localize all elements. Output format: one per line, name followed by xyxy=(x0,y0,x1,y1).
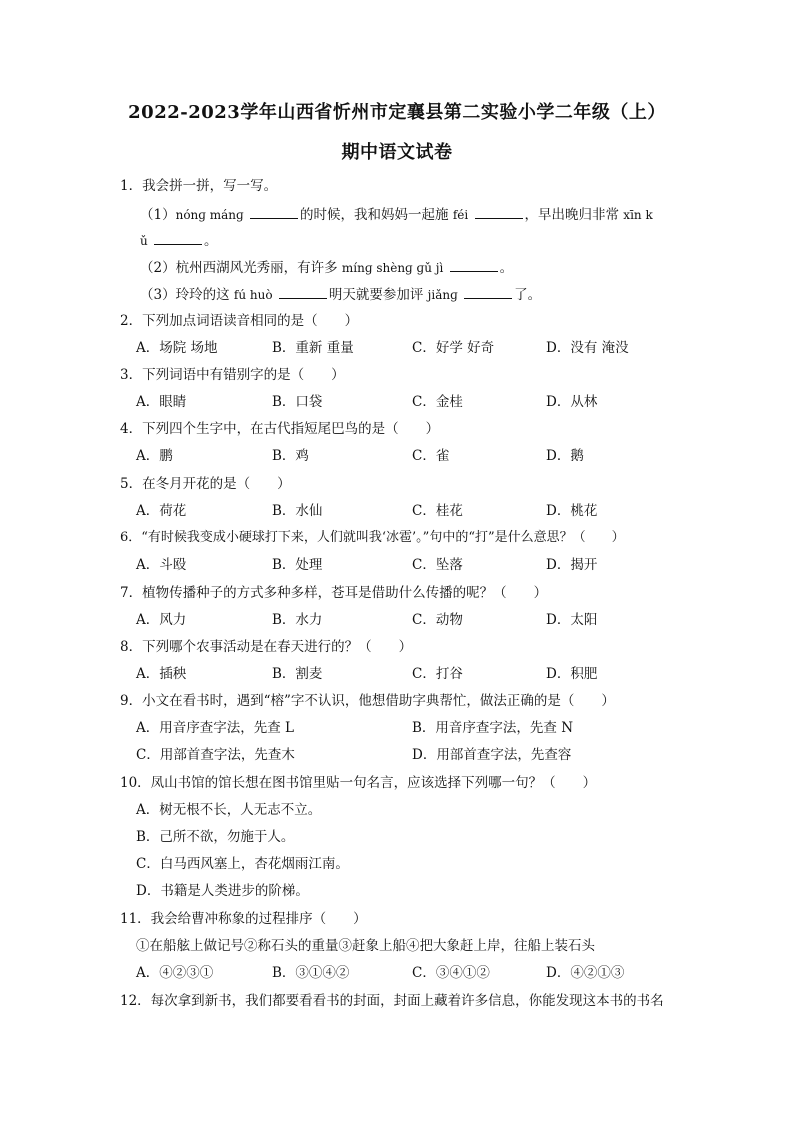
question-4-option-c[interactable]: C．雀 xyxy=(412,448,450,464)
exam-title: 2022-2023学年山西省忻州市定襄县第二实验小学二年级（上） xyxy=(128,102,666,123)
question-4-option-d[interactable]: D．鹅 xyxy=(546,448,584,464)
question-4-stem: 4．下列四个生字中，在古代指短尾巴鸟的是（ ） xyxy=(120,421,440,437)
question-7-option-a[interactable]: A．风力 xyxy=(136,612,187,628)
question-10-stem: 10．凤山书馆的馆长想在图书馆里贴一句名言，应该选择下列哪一句？（ ） xyxy=(120,775,597,791)
question-1-part-1: （1）nónɡ mánɡ 的时候，我和妈妈一起施 féi ，早出晚归非常 xīn k xyxy=(140,207,653,223)
question-11-option-a[interactable]: A．④②③① xyxy=(136,965,214,981)
question-10-option-d[interactable]: D．书籍是人类进步的阶梯。 xyxy=(136,883,309,899)
answer-blank[interactable] xyxy=(279,285,327,299)
question-12-stem: 12．每次拿到新书，我们都要看看书的封面，封面上藏着许多信息，你能发现这本书的书名 xyxy=(120,993,664,1009)
question-5-stem: 5．在冬月开花的是（ ） xyxy=(120,476,291,492)
question-7-option-c[interactable]: C．动物 xyxy=(412,612,463,628)
answer-blank[interactable] xyxy=(450,258,498,272)
question-5-option-b[interactable]: B．水仙 xyxy=(272,503,323,519)
question-6-option-d[interactable]: D．揭开 xyxy=(546,557,598,573)
question-3-option-b[interactable]: B．口袋 xyxy=(272,394,323,410)
question-2-option-a[interactable]: A．场院 场地 xyxy=(136,340,218,356)
question-8-option-b[interactable]: B．割麦 xyxy=(272,666,323,682)
question-9-option-d[interactable]: D．用部首查字法，先查容 xyxy=(412,747,572,763)
question-11-steps: ①在船舷上做记号②称石头的重量③赶象上船④把大象赶上岸，往船上装石头 xyxy=(136,938,595,954)
question-3-option-d[interactable]: D．从林 xyxy=(546,394,598,410)
answer-blank[interactable] xyxy=(154,231,202,245)
question-5-option-c[interactable]: C．桂花 xyxy=(412,503,463,519)
question-1-stem: 1．我会拼一拼，写一写。 xyxy=(120,178,278,194)
answer-blank[interactable] xyxy=(250,205,298,219)
question-6-stem: 6．“有时候我变成小硬球打下来，人们就叫我‘冰雹’。”句中的“打”是什么意思？（ ） xyxy=(120,530,625,545)
question-3-option-c[interactable]: C．金桂 xyxy=(412,394,463,410)
question-11-option-b[interactable]: B．③①④② xyxy=(272,965,350,981)
question-4-option-a[interactable]: A．鹏 xyxy=(136,448,173,464)
question-11-stem: 11．我会给曹冲称象的过程排序（ ） xyxy=(120,911,367,927)
question-2-option-d[interactable]: D．没有 淹没 xyxy=(546,340,629,356)
question-1-part-2: （2）杭州西湖风光秀丽，有许多 mínɡ shènɡ ɡǔ jì 。 xyxy=(140,260,514,276)
question-8-stem: 8．下列哪个农事活动是在春天进行的？（ ） xyxy=(120,639,413,655)
question-9-stem: 9．小文在看书时，遇到“榕”字不认识，他想借助字典帮忙，做法正确的是（ ） xyxy=(120,693,615,709)
question-8-option-c[interactable]: C．打谷 xyxy=(412,666,463,682)
question-1-part-3: （3）玲玲的这 fú huò 明天就要参加评 jiǎnɡ 了。 xyxy=(140,287,542,303)
exam-subtitle: 期中语文试卷 xyxy=(341,142,453,163)
question-2-option-c[interactable]: C．好学 好奇 xyxy=(412,340,495,356)
answer-blank[interactable] xyxy=(475,205,523,219)
question-11-option-d[interactable]: D．④②①③ xyxy=(546,965,625,981)
question-8-option-a[interactable]: A．插秧 xyxy=(136,666,187,682)
question-3-stem: 3．下列词语中有错别字的是（ ） xyxy=(120,367,345,383)
question-4-option-b[interactable]: B．鸡 xyxy=(272,448,309,464)
question-9-option-c[interactable]: C．用部首查字法，先查木 xyxy=(136,747,295,763)
question-6-option-a[interactable]: A．斗殴 xyxy=(136,557,187,573)
question-7-stem: 7．植物传播种子的方式多种多样，苍耳是借助什么传播的呢？（ ） xyxy=(120,585,548,601)
question-10-option-a[interactable]: A．树无根不长，人无志不立。 xyxy=(136,802,322,818)
question-7-option-b[interactable]: B．水力 xyxy=(272,612,323,628)
question-11-option-c[interactable]: C．③④①② xyxy=(412,965,490,981)
question-6-option-c[interactable]: C．坠落 xyxy=(412,557,463,573)
question-8-option-d[interactable]: D．积肥 xyxy=(546,666,598,682)
question-6-option-b[interactable]: B．处理 xyxy=(272,557,323,573)
question-1-part-1-cont: ǔ 。 xyxy=(140,233,218,249)
question-2-stem: 2．下列加点词语读音相同的是（ ） xyxy=(120,313,359,329)
question-9-option-a[interactable]: A．用音序查字法，先查 L xyxy=(136,720,295,736)
question-5-option-d[interactable]: D．桃花 xyxy=(546,503,598,519)
answer-blank[interactable] xyxy=(464,285,512,299)
question-7-option-d[interactable]: D．太阳 xyxy=(546,612,598,628)
question-9-option-b[interactable]: B．用音序查字法，先查 N xyxy=(412,720,574,736)
question-2-option-b[interactable]: B．重新 重量 xyxy=(272,340,354,356)
question-10-option-c[interactable]: C．白马西风塞上，杏花烟雨江南。 xyxy=(136,856,349,872)
question-3-option-a[interactable]: A．眼睛 xyxy=(136,394,187,410)
question-10-option-b[interactable]: B．己所不欲，勿施于人。 xyxy=(136,829,295,845)
question-5-option-a[interactable]: A．荷花 xyxy=(136,503,187,519)
